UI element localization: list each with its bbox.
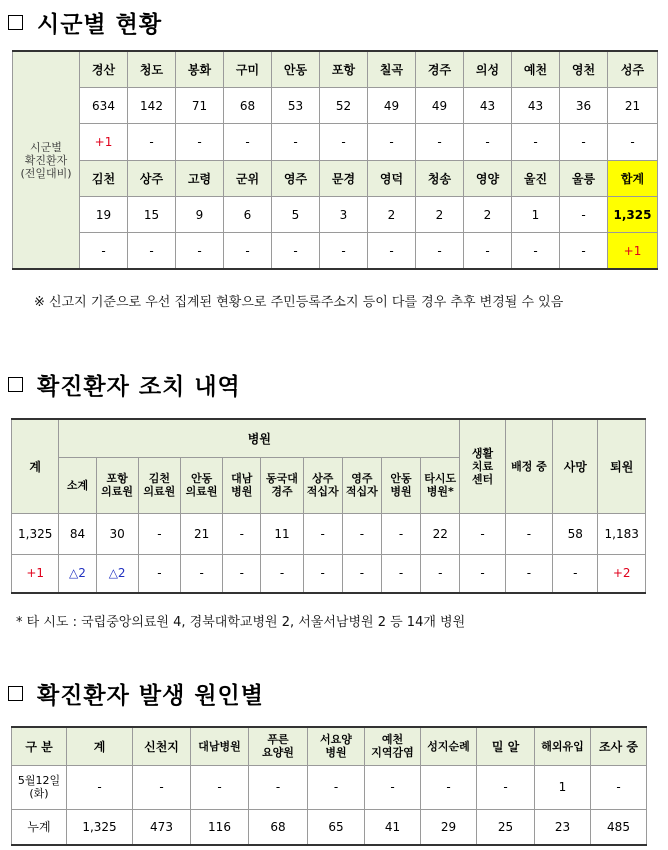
data-cell: - [342,513,381,554]
header-gimcheon: 김천 의료원 [138,457,180,513]
data-cell: - [138,513,180,554]
data-cell: - [460,513,505,554]
count-cell: 142 [128,87,176,123]
data-cell: 1 [535,765,591,809]
change-cell: - [224,233,272,269]
change-cell: △2 [59,554,96,593]
date-cell: 5월12일 (화) [12,765,67,809]
checkbox-square-icon [8,686,23,701]
data-cell: 22 [421,513,460,554]
count-cell: 49 [416,87,464,123]
data-cell: 23 [535,809,591,845]
row-label-cell: 시군별 확진환자 (전일대비) [13,51,80,269]
header-dongguk: 동국대 경주 [261,457,303,513]
change-cell: - [303,554,342,593]
change-cell: +2 [598,554,646,593]
data-cell: - [381,513,420,554]
change-cell: - [272,233,320,269]
total-count-cell: 1,325 [608,197,658,233]
data-cell: 1,183 [598,513,646,554]
change-cell: - [512,233,560,269]
total-change-cell: +1 [608,233,658,269]
change-cell: - [460,554,505,593]
table-row [12,419,646,457]
change-cell: - [421,554,460,593]
change-cell: - [176,124,224,160]
header-subtotal: 소계 [59,457,96,513]
table-row [13,197,658,233]
count-cell: 43 [464,87,512,123]
count-cell: 21 [608,87,658,123]
count-cell: 49 [368,87,416,123]
region-header: 상주 [128,160,176,196]
count-cell: 9 [176,197,224,233]
change-cell: - [416,233,464,269]
header-total: 계 [12,419,59,513]
change-cell: - [416,124,464,160]
change-cell: - [560,124,608,160]
table-row [13,233,658,269]
section-title-causes: 확진환자 발생 원인별 [8,677,264,710]
data-cell: - [303,513,342,554]
data-cell: 473 [133,809,191,845]
section-title-regional: 시군별 현황 [8,6,162,39]
change-cell: - [464,233,512,269]
data-cell: 1,325 [67,809,133,845]
count-cell: 3 [320,197,368,233]
header-andong-medical: 안동 의료원 [181,457,223,513]
data-cell: - [308,765,365,809]
change-cell: - [223,554,261,593]
data-cell: 485 [591,809,647,845]
change-cell: - [320,233,368,269]
change-cell: - [181,554,223,593]
header-pohang: 포항 의료원 [96,457,138,513]
data-cell: 30 [96,513,138,554]
change-cell: - [320,124,368,160]
change-cell: - [368,233,416,269]
data-cell: 1,325 [12,513,59,554]
region-header: 경산 [80,51,128,87]
change-cell: - [560,233,608,269]
header-milal: 밀 알 [477,727,535,765]
header-assigning: 배정 중 [505,419,552,513]
count-cell: 53 [272,87,320,123]
count-cell: 1 [512,197,560,233]
table-row [13,124,658,160]
regional-status-table [12,50,658,270]
header-pureun: 푸른 요양원 [249,727,308,765]
count-cell: 19 [80,197,128,233]
count-cell: 2 [368,197,416,233]
change-cell: - [224,124,272,160]
header-daenam: 대남병원 [191,727,249,765]
measures-table [11,418,646,594]
change-cell: - [128,124,176,160]
header-other-city: 타시도 병원* [421,457,460,513]
region-header: 청도 [128,51,176,87]
region-header: 경주 [416,51,464,87]
count-cell: 71 [176,87,224,123]
table-row [12,727,647,765]
change-cell: - [342,554,381,593]
table-row [12,765,647,809]
header-yecheon: 예천 지역감염 [365,727,421,765]
change-cell: +1 [12,554,59,593]
region-header: 예천 [512,51,560,87]
data-cell: - [249,765,308,809]
checkbox-square-icon [8,377,23,392]
data-cell: 84 [59,513,96,554]
regional-footnote: ※ 신고지 기준으로 우선 집계된 현황으로 주민등록주소지 등이 다를 경우 추후 변경될 수 있음 [34,295,564,310]
header-andong-hospital: 안동 병원 [381,457,420,513]
data-cell: - [67,765,133,809]
data-cell: 65 [308,809,365,845]
count-cell: 2 [464,197,512,233]
count-cell: 6 [224,197,272,233]
change-cell: - [128,233,176,269]
count-cell: 2 [416,197,464,233]
header-discharged: 퇴원 [598,419,646,513]
causes-table [11,726,647,846]
data-cell: 58 [553,513,598,554]
measures-footnote: * 타 시도 : 국립중앙의료원 4, 경북대학교병원 2, 서울서남병원 2 등 14개 병원 [16,615,466,630]
data-cell: - [477,765,535,809]
region-header: 고령 [176,160,224,196]
table-row [12,809,647,845]
header-seongji: 성지순례 [421,727,477,765]
change-cell: - [272,124,320,160]
count-cell: 68 [224,87,272,123]
header-seoyoyang: 서요양 병원 [308,727,365,765]
data-cell: 11 [261,513,303,554]
table-row [13,160,658,196]
region-header: 안동 [272,51,320,87]
change-cell: - [553,554,598,593]
header-death: 사망 [553,419,598,513]
change-cell: +1 [80,124,128,160]
region-header: 군위 [224,160,272,196]
region-header: 영천 [560,51,608,87]
header-living-center: 생활 치료 센터 [460,419,505,513]
region-header: 봉화 [176,51,224,87]
region-header: 영덕 [368,160,416,196]
header-hospital: 병원 [59,419,460,457]
data-cell: - [505,513,552,554]
change-cell: - [512,124,560,160]
count-cell: 43 [512,87,560,123]
header-overseas: 해외유입 [535,727,591,765]
region-header: 문경 [320,160,368,196]
data-cell: 41 [365,809,421,845]
data-cell: 21 [181,513,223,554]
region-header: 김천 [80,160,128,196]
data-cell: - [191,765,249,809]
region-header: 의성 [464,51,512,87]
change-cell: - [381,554,420,593]
count-cell: - [560,197,608,233]
header-yeongju: 영주 적십자 [342,457,381,513]
table-row [12,554,646,593]
header-shincheonji: 신천지 [133,727,191,765]
change-cell: - [261,554,303,593]
change-cell: - [80,233,128,269]
data-cell: - [133,765,191,809]
region-header: 영주 [272,160,320,196]
change-cell: △2 [96,554,138,593]
data-cell: - [365,765,421,809]
region-header: 포항 [320,51,368,87]
checkbox-square-icon [8,15,23,30]
region-header: 구미 [224,51,272,87]
count-cell: 634 [80,87,128,123]
header-category: 구 분 [12,727,67,765]
change-cell: - [176,233,224,269]
data-cell: - [223,513,261,554]
change-cell: - [608,124,658,160]
table-row [12,513,646,554]
region-header: 영양 [464,160,512,196]
count-cell: 15 [128,197,176,233]
region-header: 청송 [416,160,464,196]
change-cell: - [505,554,552,593]
header-daenam: 대남 병원 [223,457,261,513]
data-cell: - [421,765,477,809]
count-cell: 5 [272,197,320,233]
region-header: 칠곡 [368,51,416,87]
data-cell: 25 [477,809,535,845]
table-row [13,87,658,123]
change-cell: - [138,554,180,593]
change-cell: - [368,124,416,160]
change-cell: - [464,124,512,160]
header-total: 계 [67,727,133,765]
region-header: 울릉 [560,160,608,196]
data-cell: 68 [249,809,308,845]
header-sangju: 상주 적십자 [303,457,342,513]
header-investigating: 조사 중 [591,727,647,765]
data-cell: 116 [191,809,249,845]
cumulative-label: 누계 [12,809,67,845]
section-title-measures: 확진환자 조치 내역 [8,368,241,401]
data-cell: - [591,765,647,809]
count-cell: 36 [560,87,608,123]
data-cell: 29 [421,809,477,845]
table-row [13,51,658,87]
total-header: 합계 [608,160,658,196]
region-header: 울진 [512,160,560,196]
count-cell: 52 [320,87,368,123]
region-header: 성주 [608,51,658,87]
